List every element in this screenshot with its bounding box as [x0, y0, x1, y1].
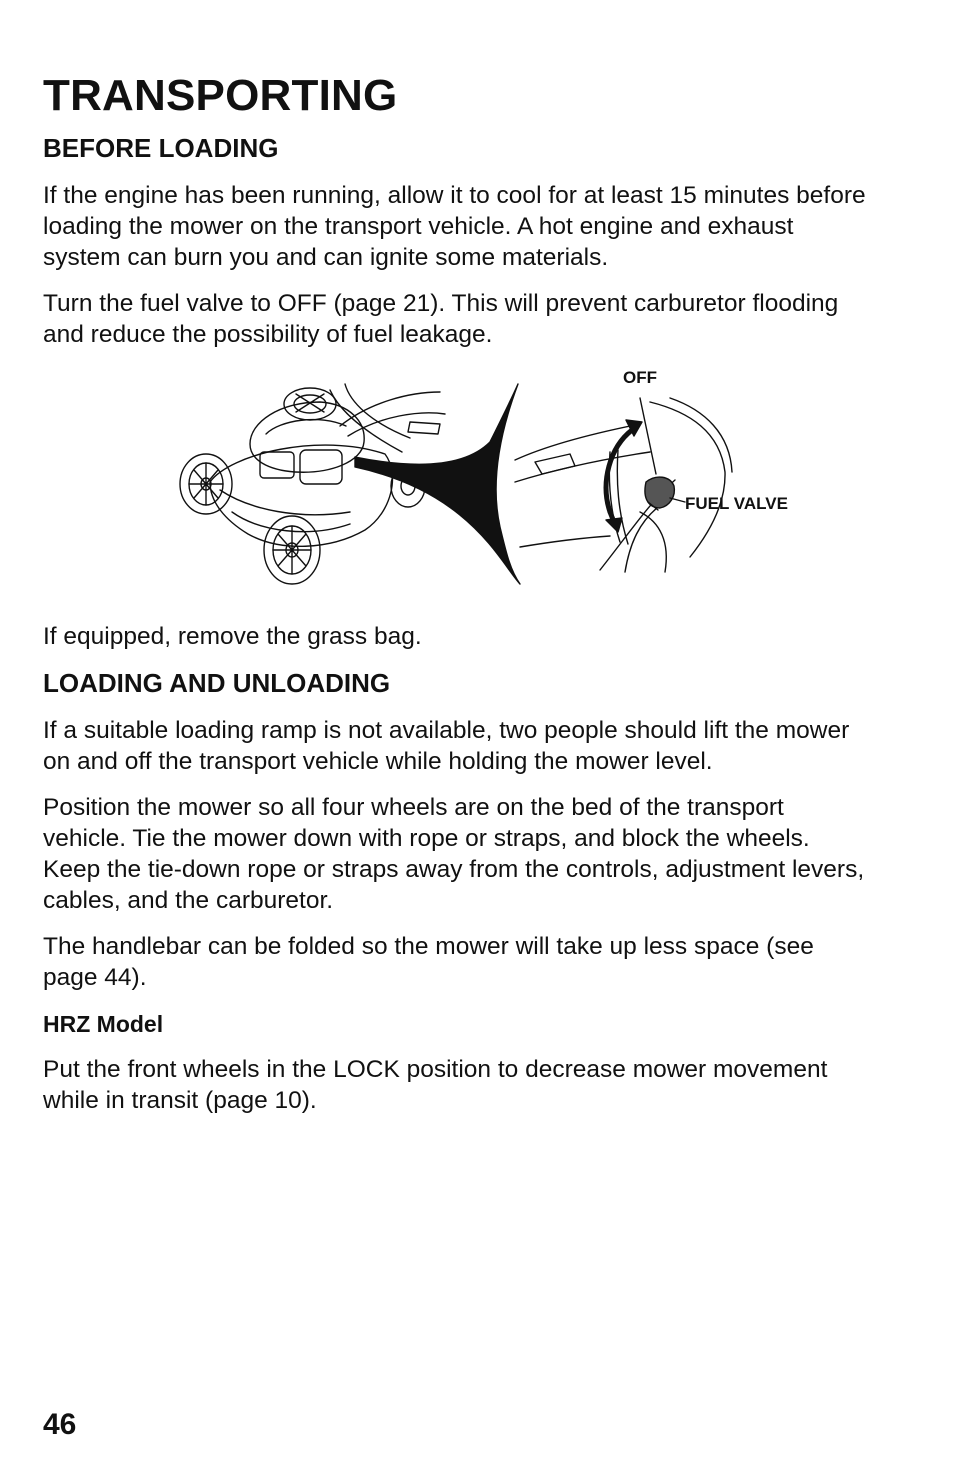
- page-title: TRANSPORTING: [43, 71, 398, 120]
- closeup-detail-drawing: [515, 398, 732, 572]
- rotation-arrow-drawing: [606, 420, 642, 532]
- mower-fuel-valve-drawing: [170, 362, 820, 590]
- front-wheel-drawing: [264, 516, 320, 584]
- hrz-paragraph: Put the front wheels in the LOCK position to decrease mower movement while in transit (page 10).: [43, 1056, 828, 1114]
- off-leader-line: [640, 398, 656, 474]
- fuel-valve-knob-drawing: [645, 477, 674, 510]
- before-loading-paragraph-1: If the engine has been running, allow it to cool for at least 15 minutes before loading the mower on the transport vehicle. A hot engine and exhaust system can burn you and can ignite some materials.: [43, 182, 866, 271]
- fuel-valve-illustration: [170, 362, 820, 590]
- handlebar-drawing: [330, 384, 445, 452]
- section-heading-loading-unloading: LOADING AND UNLOADING: [43, 668, 391, 698]
- fuel-valve-label: FUEL VALVE: [685, 494, 788, 513]
- before-loading-paragraph-3: If equipped, remove the grass bag.: [43, 623, 422, 650]
- rear-wheel-drawing: [180, 454, 232, 514]
- page-number: 46: [43, 1408, 77, 1441]
- section-heading-before-loading: BEFORE LOADING: [43, 133, 279, 163]
- hrz-model-heading: HRZ Model: [43, 1011, 164, 1037]
- before-loading-paragraph-2: Turn the fuel valve to OFF (page 21). This will prevent carburetor flooding and reduce the possibility of fuel leakage.: [43, 290, 839, 348]
- engine-drawing: [250, 388, 364, 484]
- loading-paragraph-2: Position the mower so all four wheels are on the bed of the transport vehicle. Tie the mower down with rope or straps, and block the wheels. Keep the tie-down rope or straps away from the controls, adjustment levers, cables, and the carburetor.: [43, 794, 865, 914]
- loading-paragraph-1: If a suitable loading ramp is not available, two people should lift the mower on and off the transport vehicle while holding the mower level.: [43, 717, 850, 775]
- loading-paragraph-3: The handlebar can be folded so the mower will take up less space (see page 44).: [43, 933, 814, 991]
- callout-wedge: [355, 384, 520, 584]
- off-label: OFF: [623, 368, 657, 387]
